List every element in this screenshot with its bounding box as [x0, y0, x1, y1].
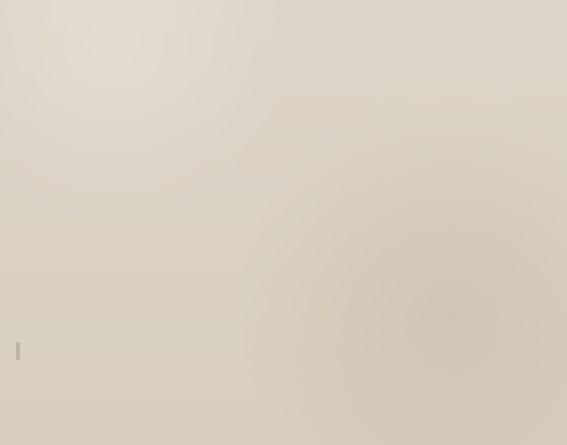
- letter-body: [72, 98, 547, 118]
- scan-mark: [16, 342, 20, 360]
